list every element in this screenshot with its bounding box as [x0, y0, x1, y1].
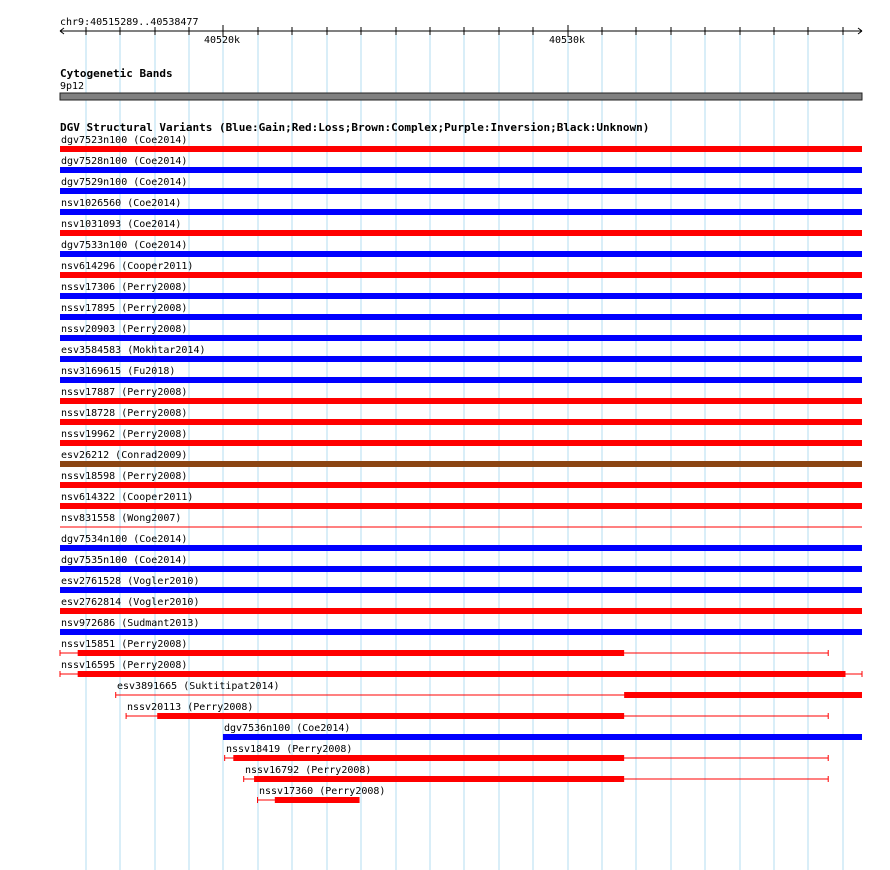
variant-feature[interactable] [223, 723, 862, 740]
variant-feature[interactable] [60, 387, 862, 404]
variant-bar[interactable] [60, 629, 862, 635]
variant-bar[interactable] [60, 566, 862, 572]
variant-feature[interactable] [60, 429, 862, 446]
variant-label: dgv7523n100 (Coe2014) [61, 135, 188, 146]
variant-bar[interactable] [60, 608, 862, 614]
variant-label: esv3584583 (Mokhtar2014) [61, 345, 206, 356]
variant-feature[interactable] [60, 597, 862, 614]
variant-label: nssv18419 (Perry2008) [226, 744, 353, 755]
variant-feature[interactable] [116, 681, 862, 698]
variant-bar[interactable] [233, 755, 624, 761]
ruler-tick-label-40520k: 40520k [203, 35, 241, 46]
variant-bar[interactable] [60, 293, 862, 299]
variant-feature[interactable] [60, 282, 862, 299]
variant-label: nssv17887 (Perry2008) [61, 387, 188, 398]
variant-label: esv2761528 (Vogler2010) [61, 576, 200, 587]
variant-bar[interactable] [60, 545, 862, 551]
variant-label: nsv614322 (Cooper2011) [61, 492, 194, 503]
variant-feature[interactable] [60, 177, 862, 194]
variant-label: nssv17895 (Perry2008) [61, 303, 188, 314]
cytoband-label: 9p12 [60, 81, 85, 92]
variant-feature[interactable] [60, 639, 828, 656]
variant-bar[interactable] [60, 146, 862, 152]
variant-label: nssv17360 (Perry2008) [259, 786, 386, 797]
variant-bar[interactable] [60, 503, 862, 509]
variant-feature[interactable] [60, 198, 862, 215]
variant-label: dgv7529n100 (Coe2014) [61, 177, 188, 188]
ruler-tick-label-40530k: 40530k [548, 35, 586, 46]
variant-label: nssv18728 (Perry2008) [61, 408, 188, 419]
variant-label: nsv3169615 (Fu2018) [61, 366, 176, 377]
region-label: chr9:40515289..40538477 [60, 17, 199, 28]
variant-bar[interactable] [60, 419, 862, 425]
variant-feature[interactable] [60, 618, 862, 635]
variant-feature[interactable] [60, 450, 862, 467]
variant-label: dgv7536n100 (Coe2014) [224, 723, 351, 734]
variant-label: dgv7534n100 (Coe2014) [61, 534, 188, 545]
vertical-grid-lines [86, 31, 843, 870]
variant-bar[interactable] [60, 209, 862, 215]
variant-bar[interactable] [60, 377, 862, 383]
variant-label: nssv16595 (Perry2008) [61, 660, 188, 671]
variant-label: nssv19962 (Perry2008) [61, 429, 188, 440]
variant-feature[interactable] [60, 366, 862, 383]
variant-bar[interactable] [223, 734, 862, 740]
variant-bar[interactable] [60, 251, 862, 257]
variant-feature[interactable] [60, 471, 862, 488]
variant-label: nssv15851 (Perry2008) [61, 639, 188, 650]
variant-bar[interactable] [60, 272, 862, 278]
variant-bar[interactable] [78, 671, 846, 677]
variant-bar[interactable] [78, 650, 624, 656]
variant-feature[interactable] [60, 261, 862, 278]
variant-feature[interactable] [60, 240, 862, 257]
variant-label: nssv20903 (Perry2008) [61, 324, 188, 335]
variant-bar[interactable] [60, 482, 862, 488]
variant-bar[interactable] [60, 398, 862, 404]
variant-feature[interactable] [60, 576, 862, 593]
variant-label: nsv972686 (Sudmant2013) [61, 618, 200, 629]
variant-label: nsv831558 (Wong2007) [61, 513, 182, 524]
variant-feature[interactable] [60, 219, 862, 236]
variant-feature[interactable] [244, 765, 829, 782]
variant-feature[interactable] [60, 135, 862, 152]
variant-feature[interactable] [225, 744, 829, 761]
variant-bar[interactable] [60, 167, 862, 173]
variant-bar[interactable] [60, 356, 862, 362]
variant-label: esv26212 (Conrad2009) [61, 450, 188, 461]
variant-bar[interactable] [60, 461, 862, 467]
dgv-track-title: DGV Structural Variants (Blue:Gain;Red:Loss;Brown:Complex;Purple:Inversion;Black:Unknown) [60, 121, 650, 134]
variant-label: nssv16792 (Perry2008) [245, 765, 372, 776]
variant-bar[interactable] [60, 440, 862, 446]
variant-label: nsv1031093 (Coe2014) [61, 219, 182, 230]
variant-bar[interactable] [157, 713, 624, 719]
variant-feature[interactable] [60, 345, 862, 362]
variant-feature[interactable] [60, 534, 862, 551]
variant-label: dgv7533n100 (Coe2014) [61, 240, 188, 251]
variant-feature[interactable] [60, 555, 862, 572]
variant-feature[interactable] [258, 786, 386, 803]
variant-label: nsv1026560 (Coe2014) [61, 198, 182, 209]
variant-feature[interactable] [60, 513, 862, 527]
variant-label: nssv18598 (Perry2008) [61, 471, 188, 482]
variant-feature[interactable] [60, 156, 862, 173]
variant-bar[interactable] [275, 797, 360, 803]
variant-feature[interactable] [60, 492, 862, 509]
variant-label: dgv7528n100 (Coe2014) [61, 156, 188, 167]
variant-bar[interactable] [624, 692, 862, 698]
variant-feature[interactable] [60, 303, 862, 320]
variant-feature[interactable] [126, 702, 828, 719]
variant-label: nssv20113 (Perry2008) [127, 702, 254, 713]
variant-label: nsv614296 (Cooper2011) [61, 261, 194, 272]
variant-feature[interactable] [60, 408, 862, 425]
variant-bar[interactable] [60, 188, 862, 194]
variant-bar[interactable] [60, 314, 862, 320]
variant-bar[interactable] [60, 230, 862, 236]
variant-feature[interactable] [60, 660, 862, 677]
variant-label: dgv7535n100 (Coe2014) [61, 555, 188, 566]
cytogenetic-track-title: Cytogenetic Bands [60, 67, 173, 80]
variant-bar[interactable] [254, 776, 624, 782]
variant-label: esv3891665 (Suktitipat2014) [117, 681, 280, 692]
variant-label: nssv17306 (Perry2008) [61, 282, 188, 293]
dgv-variant-features [60, 135, 862, 803]
variant-bar[interactable] [60, 587, 862, 593]
variant-label: esv2762814 (Vogler2010) [61, 597, 200, 608]
cytoband-bar[interactable] [60, 93, 862, 100]
variant-feature[interactable] [60, 324, 862, 341]
variant-bar[interactable] [60, 335, 862, 341]
